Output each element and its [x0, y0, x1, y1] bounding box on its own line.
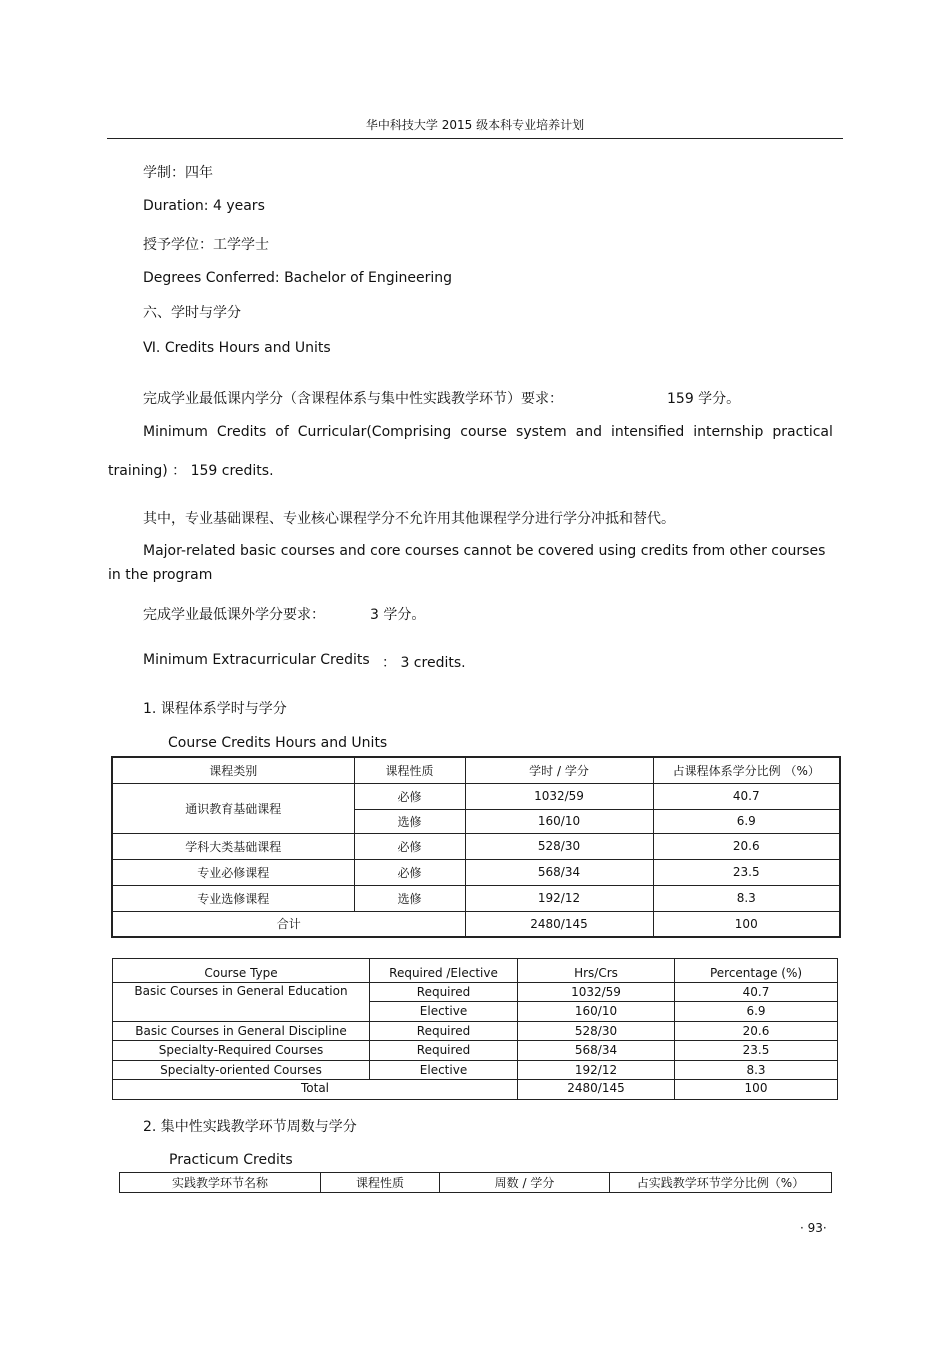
en-word: system [516, 424, 567, 440]
table-cell: 必修 [354, 833, 465, 859]
table-header: Course Type [113, 959, 370, 983]
table-cell: 40.7 [653, 783, 840, 809]
degree-zh: 授予学位：工学学士 [143, 237, 269, 253]
table-cell: 1032/59 [465, 783, 653, 809]
table-cell: 选修 [354, 809, 465, 833]
section6-zh: 六、学时与学分 [143, 305, 241, 321]
sub2-zh: 2. 集中性实践教学环节周数与学分 [143, 1119, 357, 1135]
table-row [112, 885, 840, 911]
table-cell: Required [370, 983, 518, 1002]
table-cell: 6.9 [675, 1002, 838, 1022]
table-total-row [112, 911, 840, 937]
table-cell: 23.5 [653, 859, 840, 885]
table-row [113, 1061, 838, 1080]
table-cell: Basic Courses in General Education [113, 983, 370, 1022]
table-header: 实践教学环节名称 [120, 1173, 321, 1193]
practicum-table [119, 1172, 832, 1193]
min-credits-zh-value: 159 学分。 [667, 391, 741, 407]
en-word: course [460, 424, 508, 440]
table-row [112, 783, 840, 809]
table-cell: 8.3 [653, 885, 840, 911]
en-word: of [275, 424, 289, 440]
min-credits-zh: 完成学业最低课内学分（含课程体系与集中性实践教学环节）要求： [143, 391, 563, 407]
table-cell: 160/10 [518, 1002, 675, 1022]
table-cell: 2480/145 [465, 911, 653, 937]
table-row [112, 833, 840, 859]
table-cell: 必修 [354, 859, 465, 885]
table-header: 占实践教学环节学分比例（%） [610, 1173, 832, 1193]
page-header: 华中科技大学 2015 级本科专业培养计划 [365, 118, 585, 132]
table-cell: 568/34 [518, 1041, 675, 1061]
table-cell: 160/10 [465, 809, 653, 833]
table-header-row [120, 1173, 832, 1193]
table-total-row [113, 1080, 838, 1100]
degree-en: Degrees Conferred: Bachelor of Engineering [143, 270, 453, 286]
table-row [113, 1041, 838, 1061]
header-rule [107, 138, 843, 139]
table-cell: Total [113, 1080, 518, 1100]
table-cell: 专业必修课程 [112, 859, 354, 885]
sub2-en: Practicum Credits [169, 1152, 293, 1168]
table-cell: Elective [370, 1061, 518, 1080]
table-cell: Specialty-Required Courses [113, 1041, 370, 1061]
table-header: 周数 / 学分 [440, 1173, 610, 1193]
table-header: 课程性质 [321, 1173, 440, 1193]
en-word: intensified [610, 424, 685, 440]
table-cell: Elective [370, 1002, 518, 1022]
table-row [112, 859, 840, 885]
extra-zh: 完成学业最低课外学分要求： [143, 607, 325, 623]
table-cell: 通识教育基础课程 [112, 783, 354, 833]
table-cell: 20.6 [675, 1022, 838, 1041]
en-word: internship [693, 424, 764, 440]
table-header-row [112, 757, 840, 783]
table-cell: 192/12 [465, 885, 653, 911]
table-cell: 学科大类基础课程 [112, 833, 354, 859]
table-cell: 23.5 [675, 1041, 838, 1061]
en-word: Curricular(Comprising [297, 424, 452, 440]
extra-zh-value: 3 学分。 [370, 607, 426, 623]
table-cell: 1032/59 [518, 983, 675, 1002]
table-header: 学时 / 学分 [465, 757, 653, 783]
extra-en: Minimum Extracurricular Credits [143, 652, 370, 668]
section6-en: Ⅵ. Credits Hours and Units [143, 340, 331, 356]
duration-zh: 学制：四年 [143, 165, 213, 181]
table-header-row [113, 959, 838, 983]
sub1-zh: 1. 课程体系学时与学分 [143, 701, 287, 717]
table-header: Required /Elective [370, 959, 518, 983]
table-header: 课程类别 [112, 757, 354, 783]
table-cell: 192/12 [518, 1061, 675, 1080]
table-cell: 选修 [354, 885, 465, 911]
min-credits-en-line1 [143, 424, 833, 440]
table-cell: 100 [653, 911, 840, 937]
en-word: and [575, 424, 602, 440]
duration-en: Duration: 4 years [143, 198, 265, 214]
en-word: practical [772, 424, 833, 440]
table-cell: Specialty-oriented Courses [113, 1061, 370, 1080]
table-cell: 568/34 [465, 859, 653, 885]
table-header: Percentage (%) [675, 959, 838, 983]
note-en-line1: Major-related basic courses and core courses cannot be covered using credits from other courses [143, 543, 826, 559]
table-cell: 专业选修课程 [112, 885, 354, 911]
note-en-line2: in the program [108, 567, 213, 583]
table-cell: 100 [675, 1080, 838, 1100]
course-credits-table-cn [111, 756, 841, 938]
course-credits-table-en [112, 958, 838, 1100]
table-cell: 20.6 [653, 833, 840, 859]
table-cell: 8.3 [675, 1061, 838, 1080]
table-header: Hrs/Crs [518, 959, 675, 983]
table-cell: Required [370, 1022, 518, 1041]
page-number: · 93· [800, 1221, 827, 1235]
table-cell: 必修 [354, 783, 465, 809]
table-cell: 40.7 [675, 983, 838, 1002]
en-word: Credits [216, 424, 267, 440]
table-cell: 6.9 [653, 809, 840, 833]
table-cell: Required [370, 1041, 518, 1061]
table-row [113, 983, 838, 1002]
table-header: 占课程体系学分比例 （%） [653, 757, 840, 783]
table-cell: 528/30 [518, 1022, 675, 1041]
table-header: 课程性质 [354, 757, 465, 783]
table-cell: Basic Courses in General Discipline [113, 1022, 370, 1041]
sub1-en: Course Credits Hours and Units [168, 735, 388, 751]
extra-en-value: ： 3 credits. [382, 655, 466, 671]
table-cell: 合计 [112, 911, 465, 937]
table-cell: 528/30 [465, 833, 653, 859]
note-zh: 其中，专业基础课程、专业核心课程学分不允许用其他课程学分进行学分冲抵和替代。 [143, 511, 675, 527]
min-credits-en-line2: training) ： 159 credits. [108, 463, 274, 479]
table-row [113, 1022, 838, 1041]
table-cell: 2480/145 [518, 1080, 675, 1100]
en-word: Minimum [143, 424, 208, 440]
